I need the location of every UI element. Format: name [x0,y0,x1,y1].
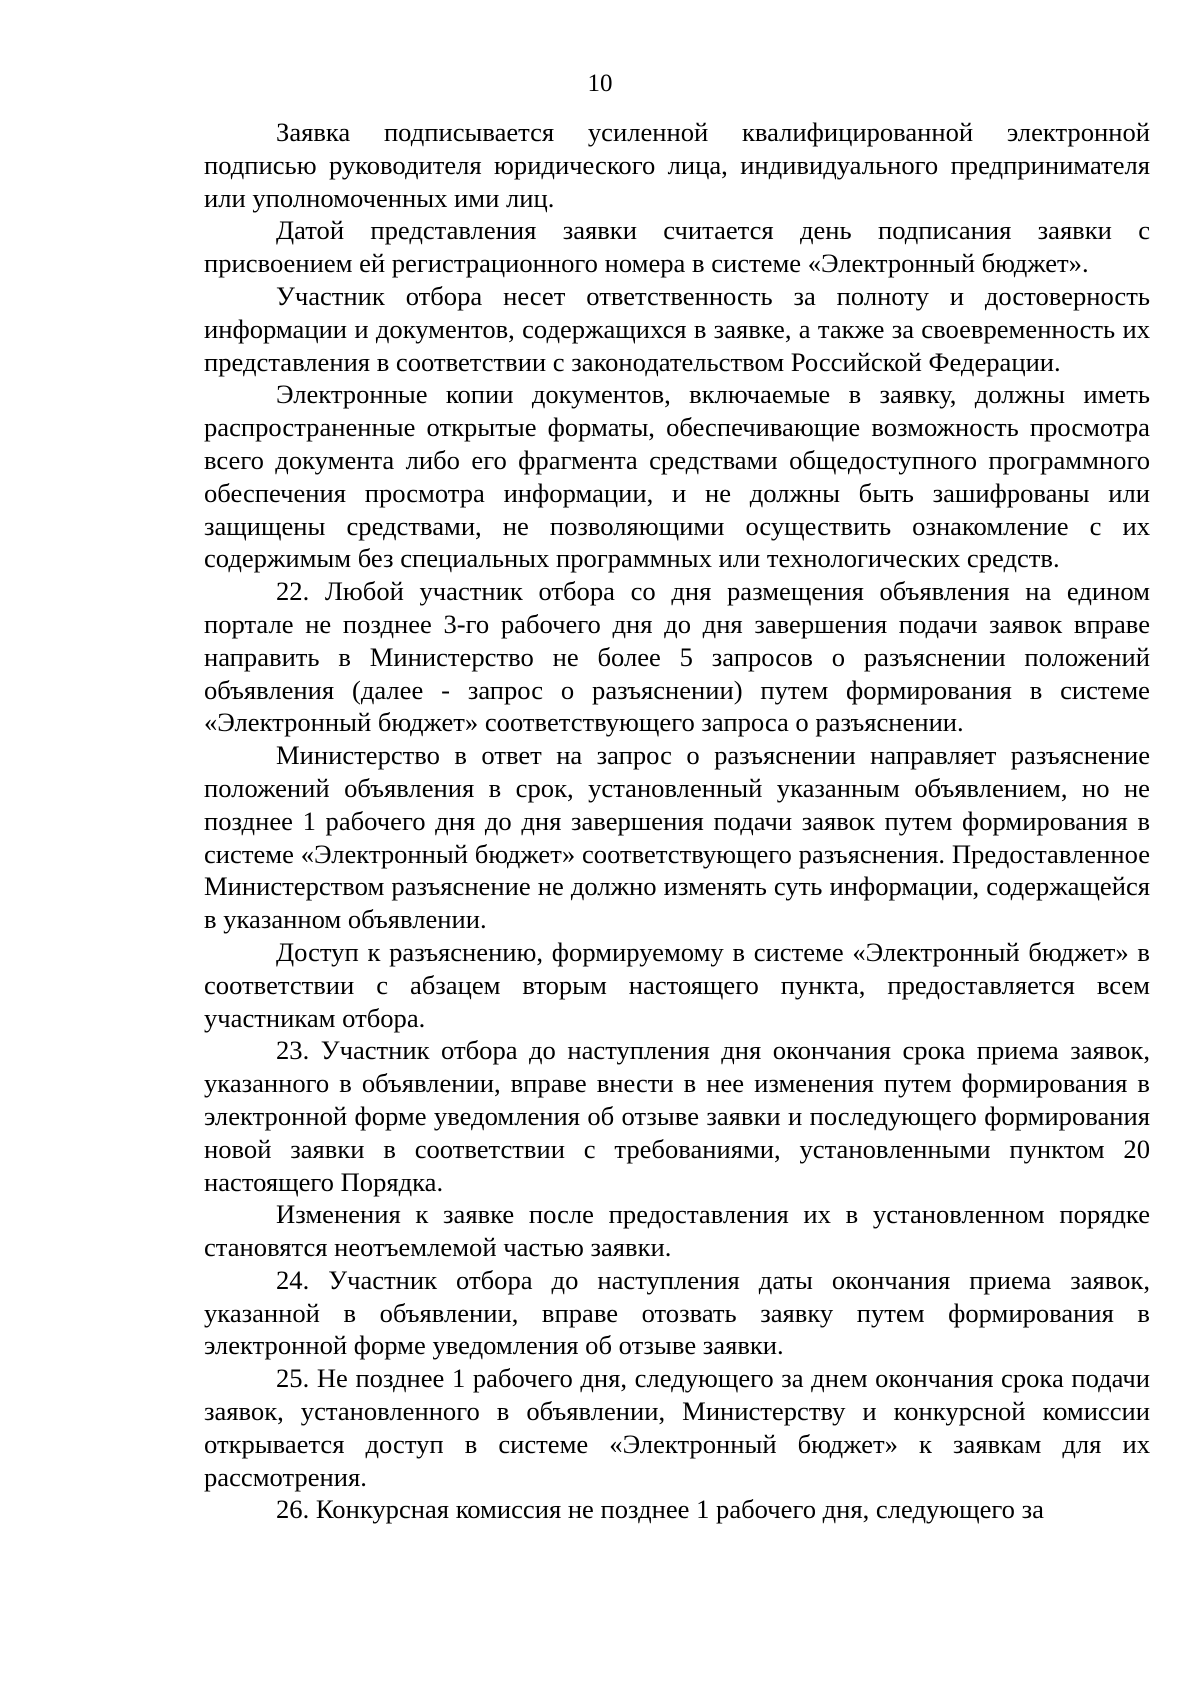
paragraph-electronic-copies: Электронные копии документов, включаемые в заявку, должны иметь распространенные открытые форматы, обеспечивающие возможность просмотра всего документа либо его фрагмента средствами общедоступного программного обеспечения просмотра информации, и не должны быть зашифрованы или защищены средствами, не позволяющими осуществить ознакомление с их содержимым без специальных программных или технологических средств. [204,379,1150,574]
paragraph-clarification-access: Доступ к разъяснению, формируемому в системе «Электронный бюджет» в соответствии с абзацем вторым настоящего пункта, предоставляется всем участникам отбора. [204,936,1150,1033]
page-number: 10 [587,70,613,97]
paragraph-changes: Изменения к заявке после предоставления их в установленном порядке становятся неотъемлемой частью заявки. [204,1199,1150,1263]
paragraph-clause-23: 23. Участник отбора до наступления дня окончания срока приема заявок, указанного в объявлении, вправе внести в нее изменения путем формирования в электронной форме уведомления об отзыве заявки и последующего формирования новой заявки в соответствии с требованиями, установленными пунктом 20 настоящего Порядка. [204,1035,1150,1197]
paragraph-submission-date: Датой представления заявки считается день подписания заявки с присвоением ей регистрационного номера в системе «Электронный бюджет». [204,215,1150,279]
paragraph-clause-22: 22. Любой участник отбора со дня размещения объявления на едином портале не позднее 3-го рабочего дня до дня завершения подачи заявок вправе направить в Министерство не более 5 запросов о разъяснении положений объявления (далее - запрос о разъяснении) путем формирования в системе «Электронный бюджет» соответствующего запроса о разъяснении. [204,576,1150,738]
paragraph-clause-26: 26. Конкурсная комиссия не позднее 1 рабочего дня, следующего за [276,1494,1044,1525]
document-body [204,116,1150,1526]
paragraph-signature: Заявка подписывается усиленной квалифицированной электронной подписью руководителя юридического лица, индивидуального предпринимателя или уполномоченных ими лиц. [204,117,1150,213]
paragraph-ministry-response: Министерство в ответ на запрос о разъяснении направляет разъяснение положений объявления в срок, установленный указанным объявлением, но не позднее 1 рабочего дня до дня завершения подачи заявок путем формирования в системе «Электронный бюджет» соответствующего разъяснения. Предоставленное Министерством разъяснение не должно изменять суть информации, содержащейся в указанном объявлении. [204,740,1150,935]
paragraph-clause-24: 24. Участник отбора до наступления даты окончания приема заявок, указанной в объявлении, вправе отозвать заявку путем формирования в электронной форме уведомления об отзыве заявки. [204,1264,1150,1361]
paragraph-participant-responsibility: Участник отбора несет ответственность за полноту и достоверность информации и документов, содержащихся в заявке, а также за своевременность их представления в соответствии с законодательством Российской Федерации. [204,280,1150,377]
paragraph-clause-25: 25. Не позднее 1 рабочего дня, следующего за днем окончания срока подачи заявок, установленного в объявлении, Министерству и конкурсной комиссии открывается доступ в системе «Электронный бюджет» к заявкам для их рассмотрения. [204,1363,1150,1492]
